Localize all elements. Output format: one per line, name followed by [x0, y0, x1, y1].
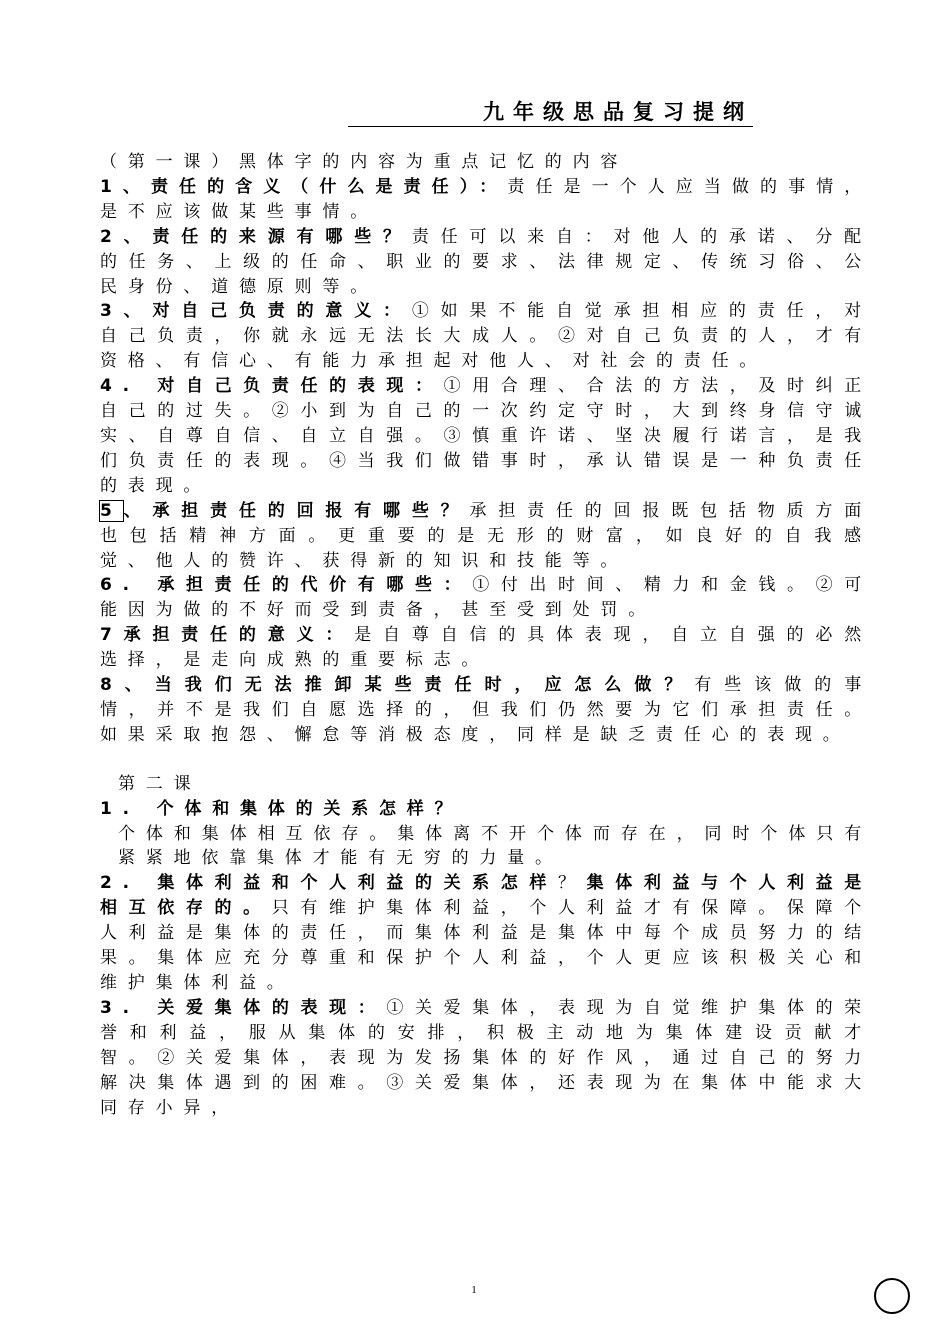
answer-text: 承担责任的回报既包括物质方面也包括精神方面。更重要的是无形的财富，如良好的自我感觉、他人的赞许、获得新的知识和技能等。: [100, 500, 872, 571]
question-heading: 7承担责任的意义：: [100, 625, 355, 646]
question-heading: 6. 承担责任的代价有哪些：: [100, 575, 473, 596]
answer-text: ①付出时间、精力和金钱。②可能因为做的不好而受到责备，甚至受到处罚。: [100, 575, 873, 621]
answer-text: 责任可以来自：对他人的承诺、分配的任务、上级的任命、职业的要求、法律规定、传统习俗、公民身份、道德原则等。: [100, 226, 872, 297]
answer-text: 是自尊自信的具体表现，自立自强的必然选择，是走向成熟的重要标志。: [100, 625, 873, 671]
question-heading: 4. 对自己负责任的表现：: [100, 376, 444, 397]
document-body: [100, 150, 872, 1120]
lesson1-q7: [100, 623, 872, 673]
page-number: 1: [471, 1284, 477, 1296]
question-heading: 、承担责任的回报有哪些？: [122, 500, 470, 521]
lesson2-q2: [100, 871, 872, 996]
answer-text: ①关爱集体，表现为自觉维护集体的荣誉和利益，服从集体的安排，积极主动地为集体建设贡献才智。②关爱集体，表现为发扬集体的好作风，通过自己的努力解决集体遇到的困难。③关爱集体，还表现为在集体中能求大同存小异，: [100, 997, 872, 1118]
lesson2-q1-answer: 个体和集体相互依存。集体离不开个体而存在，同时个体只有紧紧地依靠集体才能有无穷的力量。: [118, 823, 872, 869]
answer-text: ①用合理、合法的方法，及时纠正自己的过失。②小到为自己的一次约定守时，大到终身信守诚实、自尊自信、自立自强。③慎重许诺、坚决履行诺言，是我们负责任的表现。④当我们做错事时，承认错误是一种负责任的表现。: [100, 376, 872, 496]
question-number: 5: [100, 500, 123, 521]
lesson1-q1: [100, 175, 872, 225]
question-heading: 3. 关爱集体的表现：: [100, 997, 387, 1018]
lesson1-q8: [100, 673, 872, 748]
question-heading: 8、当我们无法推卸某些责任时，应怎么做？: [100, 675, 695, 696]
question-heading: 1. 个体和集体的关系怎样？: [100, 798, 463, 819]
lesson1-q5: [100, 499, 872, 574]
answer-text: ①如果不能自觉承担相应的责任，对自己负责，你就永远无法长大成人。②对自己负责的人，才有资格、有信心、有能力承担起对他人、对社会的责任。: [100, 301, 872, 372]
question-mark: ？: [558, 873, 587, 894]
section-gap: [100, 748, 872, 772]
document-title: 九年级思品复习提纲: [348, 98, 753, 127]
lesson1-q2: [100, 225, 872, 300]
lesson1-q4: [100, 374, 872, 499]
question-heading: 2、责任的来源有哪些？: [100, 226, 412, 247]
key-point: 集体利益与个人利益是相互依存的。: [100, 873, 872, 919]
question-heading: 3、对自己负责的意义：: [100, 301, 412, 322]
answer-text: 只有维护集体利益，个人利益才有保障。保障个人利益是集体的责任，而集体利益是集体中每个成员努力的结果。集体应充分尊重和保护个人利益，个人更应该积极关心和维护集体利益。: [100, 898, 872, 993]
lesson2-label: 第二课: [118, 773, 202, 794]
lesson1-q6: [100, 573, 872, 623]
answer-text: 责任是一个人应当做的事情，是不应该做某些事情。: [100, 176, 873, 222]
lesson1-q3: [100, 299, 872, 374]
intro-line: （第一课）黑体字的内容为重点记忆的内容: [100, 152, 629, 172]
question-heading: 1、责任的含义（什么是责任）：: [100, 176, 508, 197]
corner-circle-mark: [874, 1278, 910, 1314]
lesson2-q3: [100, 996, 872, 1121]
lesson2-q1-heading: [100, 797, 872, 822]
question-heading: 2. 集体利益和个人利益的关系怎样: [100, 873, 559, 894]
answer-text: 有些该做的事情，并不是我们自愿选择的，但我们仍然要为它们承担责任。如果采取抱怨、懈怠等消极态度，同样是缺乏责任心的表现。: [100, 675, 872, 745]
